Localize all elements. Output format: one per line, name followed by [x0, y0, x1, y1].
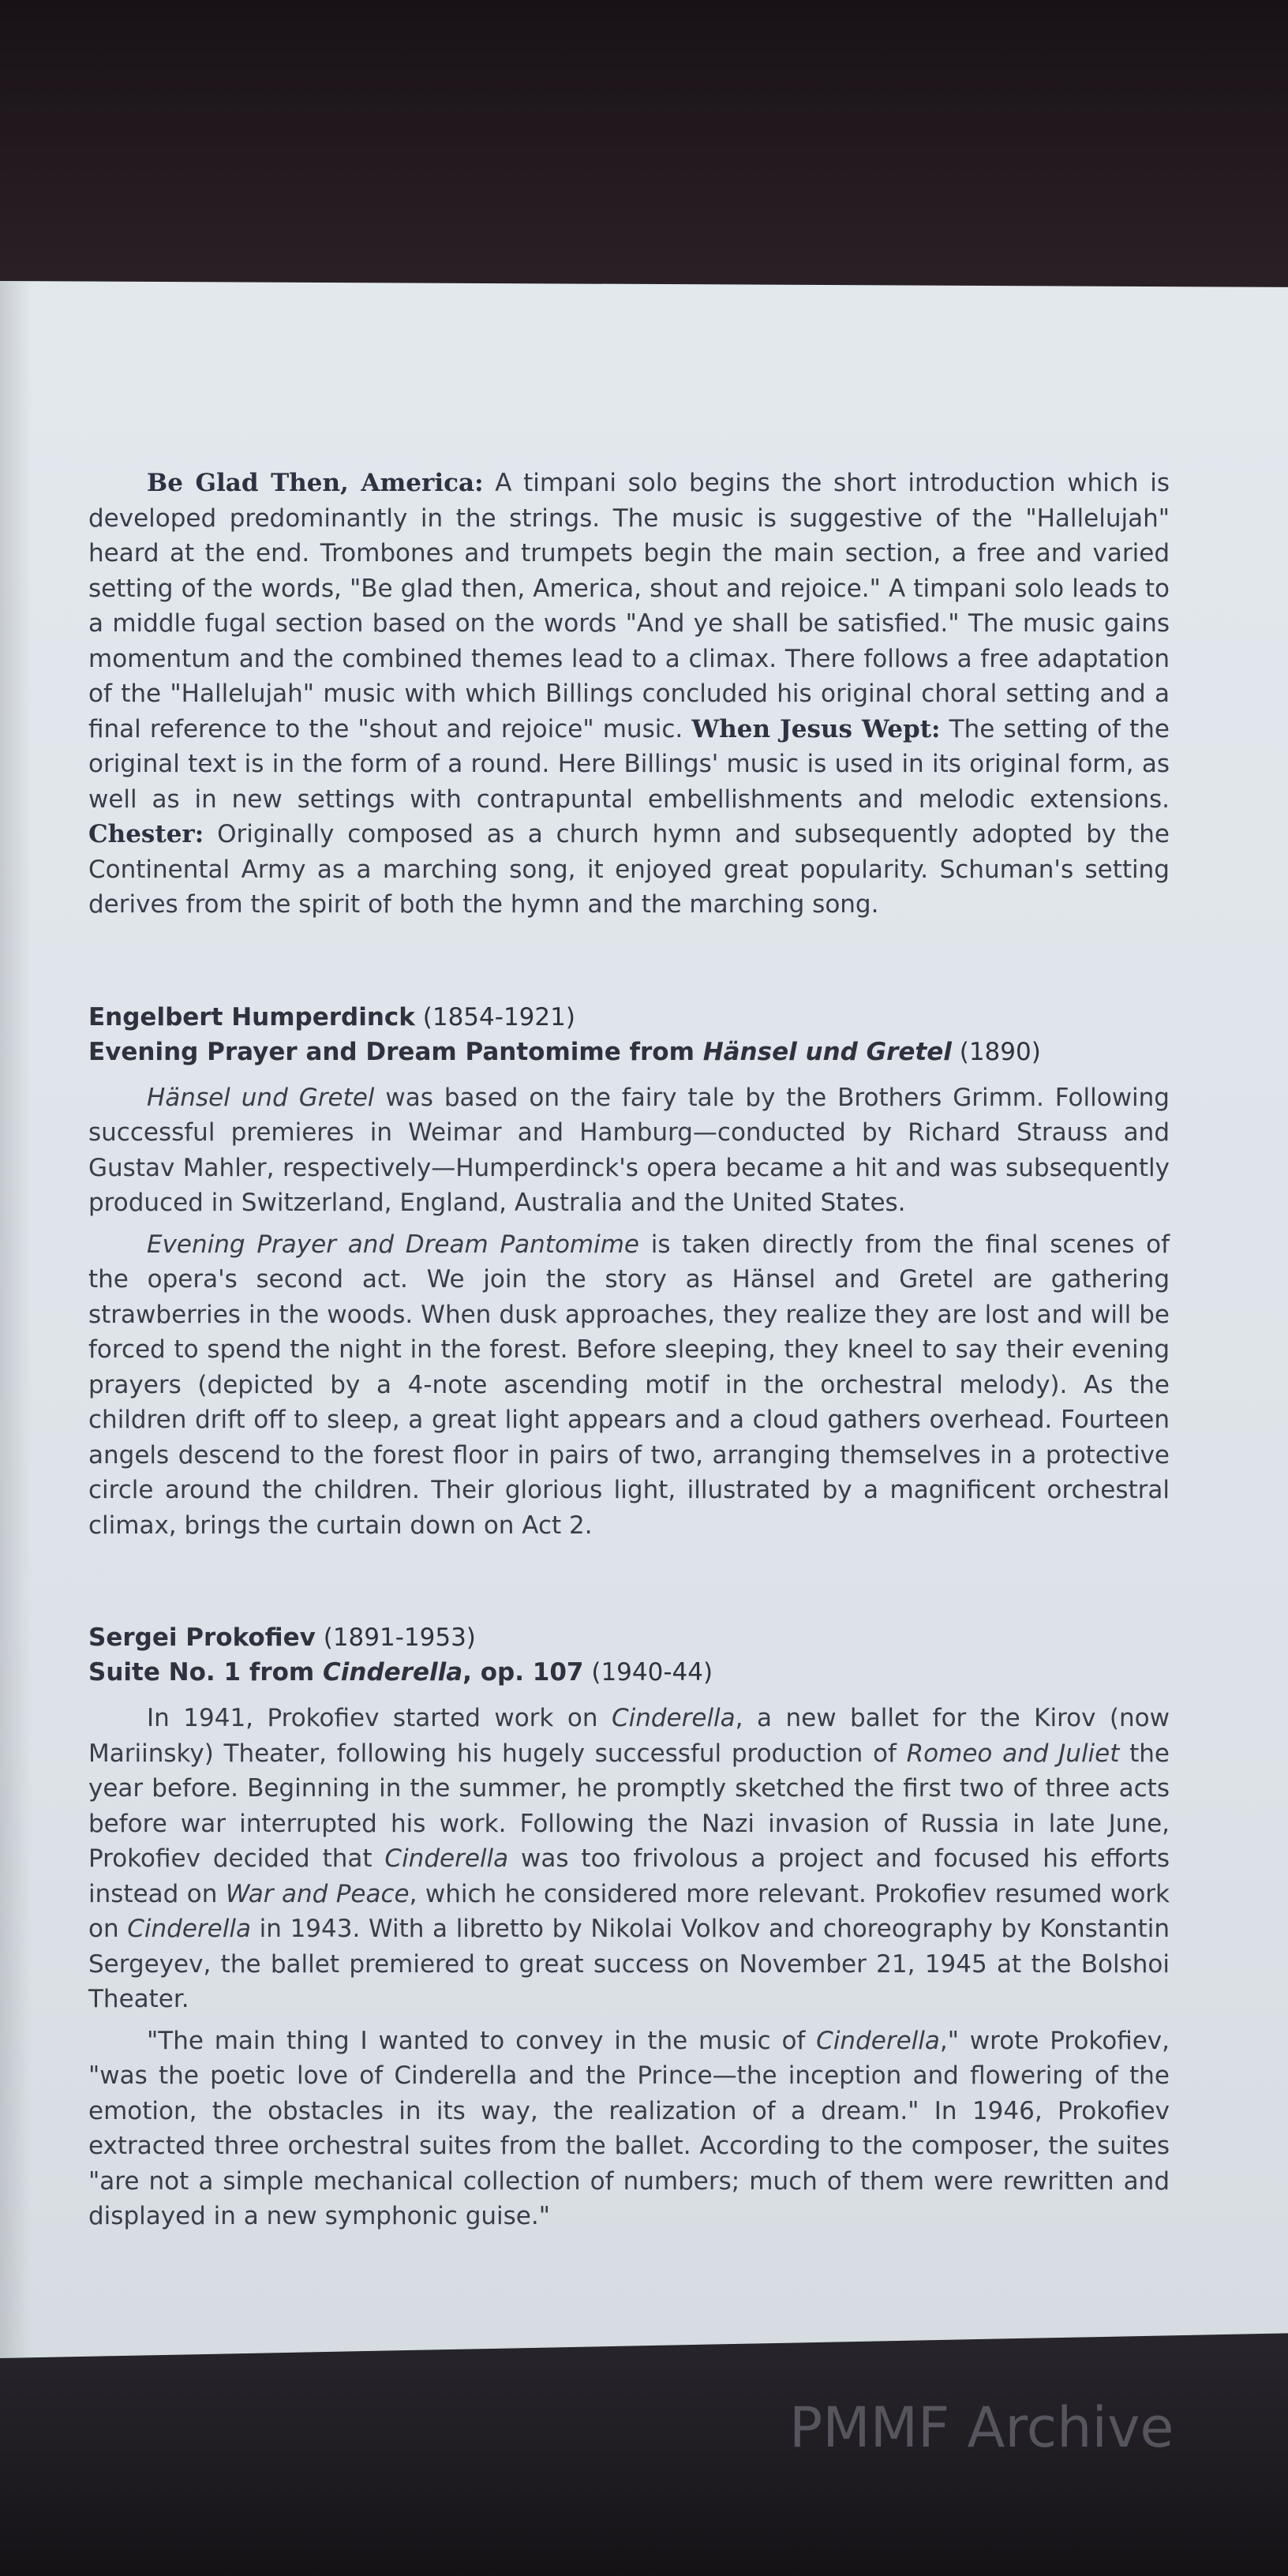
humperdinck-work-title: [88, 1035, 1170, 1069]
work-year: (1940-44): [591, 1658, 713, 1687]
prokofiev-work-title: [88, 1655, 1170, 1690]
prokofiev-paragraph-1: [88, 1701, 1170, 2017]
page-edge-shadow: [0, 281, 32, 2358]
work-title-prefix: Evening Prayer and Dream Pantomime from: [88, 1037, 703, 1066]
work-year: (1890): [959, 1037, 1041, 1066]
text-run: "The main thing I wanted to convey in the music of: [147, 2026, 817, 2055]
italic-title: Cinderella: [816, 2026, 940, 2055]
be-glad-label: Be Glad Then, America:: [147, 469, 484, 497]
when-jesus-label: When Jesus Wept:: [691, 714, 941, 743]
italic-title: War and Peace: [225, 1879, 410, 1908]
composer-dates: (1891-1953): [323, 1623, 476, 1652]
humperdinck-section: [88, 1000, 1170, 1544]
opera-title: Hänsel und Gretel: [147, 1083, 375, 1112]
work-title-prefix: Suite No. 1 from: [88, 1658, 323, 1687]
text-run: ," wrote Prokofiev, "was the poetic love of Cinderella and the Prince—the inception and flowering of the emotion, the obstacles in its way, the realization of a dream." In 1946, Prokofiev extracted three orchestral suites from the ballet. According to the composer, the suites "are not a simple mechanical collection of numbers; much of them were rewritten and displayed in a new symphonic guise.": [88, 2026, 1170, 2230]
chester-text: Originally composed as a church hymn and subsequently adopted by the Continental Army as a marching song, it enjoyed great popularity. Schuman's setting derives from the spirit of both the hymn and the marching song.: [88, 820, 1170, 919]
text-run: , a new ballet for the Kirov (now Mariinsky) Theater, following his hugely successful production of: [88, 1704, 1170, 1768]
humperdinck-paragraph-2: [88, 1227, 1170, 1544]
when-jesus-text: The setting of the original text is in the form of a round. Here Billings' music is used in its original form, as well as in new settings with contrapuntal embellishments and melodic extensions.: [88, 714, 1170, 814]
text-run: was too frivolous a project and focused his efforts instead on: [88, 1844, 1170, 1908]
intro-paragraph: [88, 466, 1170, 923]
be-glad-text: A timpani solo begins the short introduction which is developed predominantly in the strings. The music is suggestive of the "Hallelujah" heard at the end. Trombones and trumpets begin the main section, a free and varied setting of the words, "Be glad then, America, shout and rejoice." A timpani solo leads to a middle fugal section based on the words "And ye shall be satisfied." The music gains momentum and the combined themes lead to a climax. There follows a free adaptation of the "Hallelujah" music with which Billings concluded his original choral setting and a final reference to the "shout and rejoice" music.: [88, 469, 1170, 743]
text-run: In 1941, Prokofiev started work on: [147, 1704, 612, 1732]
text-run: in 1943. With a libretto by Nikolai Volkov and choreography by Konstantin Sergeyev, the ballet premiered to great success on November 21, 1945 at the Bolshoi Theater.: [88, 1915, 1170, 2013]
text-run: the year before. Beginning in the summer, he promptly sketched the first two of three acts before war interrupted his work. Following the Nazi invasion of Russia in late June, Prokofiev decided that: [88, 1739, 1170, 1873]
work-title-italic: Cinderella: [323, 1658, 463, 1687]
background-top: [0, 0, 1288, 300]
humperdinck-composer: [88, 1000, 1170, 1035]
watermark: PMMF Archive: [789, 2395, 1174, 2460]
paragraph-text: is taken directly from the final scenes of the opera's second act. We join the story as Hänsel and Gretel are gathering strawberries in the woods. When dusk approaches, they realize they are lost and will be forced to spend the night in the forest. Before sleeping, they kneel to say their evening prayers (depicted by a 4-note ascending motif in the orchestral melody). As the children drift off to sleep, a great light appears and a cloud gathers overhead. Fourteen angels descend to the forest floor in pairs of two, arranging themselves in a protective circle around the children. Their glorious light, illustrated by a magnificent orchestral climax, brings the curtain down on Act 2.: [88, 1230, 1170, 1540]
paragraph-text: was based on the fairy tale by the Brothers Grimm. Following successful premieres in Weimar and Hamburg—conducted by Richard Strauss and Gustav Mahler, respectively—Humperdinck's opera became a hit and was subsequently produced in Switzerland, England, Australia and the United States.: [88, 1083, 1170, 1217]
italic-title: Cinderella: [384, 1844, 509, 1873]
composer-name: Sergei Prokofiev: [88, 1623, 316, 1652]
text-run: , which he considered more relevant. Prokofiev resumed work on: [88, 1879, 1170, 1943]
composer-name: Engelbert Humperdinck: [88, 1002, 415, 1032]
prokofiev-composer: [88, 1620, 1170, 1655]
work-title-suffix: , op. 107: [462, 1658, 584, 1687]
work-title-inline: Evening Prayer and Dream Pantomime: [147, 1230, 639, 1259]
prokofiev-section: [88, 1620, 1170, 2234]
prokofiev-paragraph-2: [88, 2024, 1170, 2234]
chester-label: Chester:: [88, 820, 204, 848]
page-content: [88, 466, 1170, 2234]
humperdinck-paragraph-1: [88, 1080, 1170, 1221]
italic-title: Romeo and Juliet: [906, 1739, 1120, 1768]
italic-title: Cinderella: [611, 1704, 736, 1732]
work-title-italic: Hänsel und Gretel: [702, 1037, 952, 1066]
composer-dates: (1854-1921): [422, 1002, 575, 1032]
italic-title: Cinderella: [127, 1915, 251, 1943]
